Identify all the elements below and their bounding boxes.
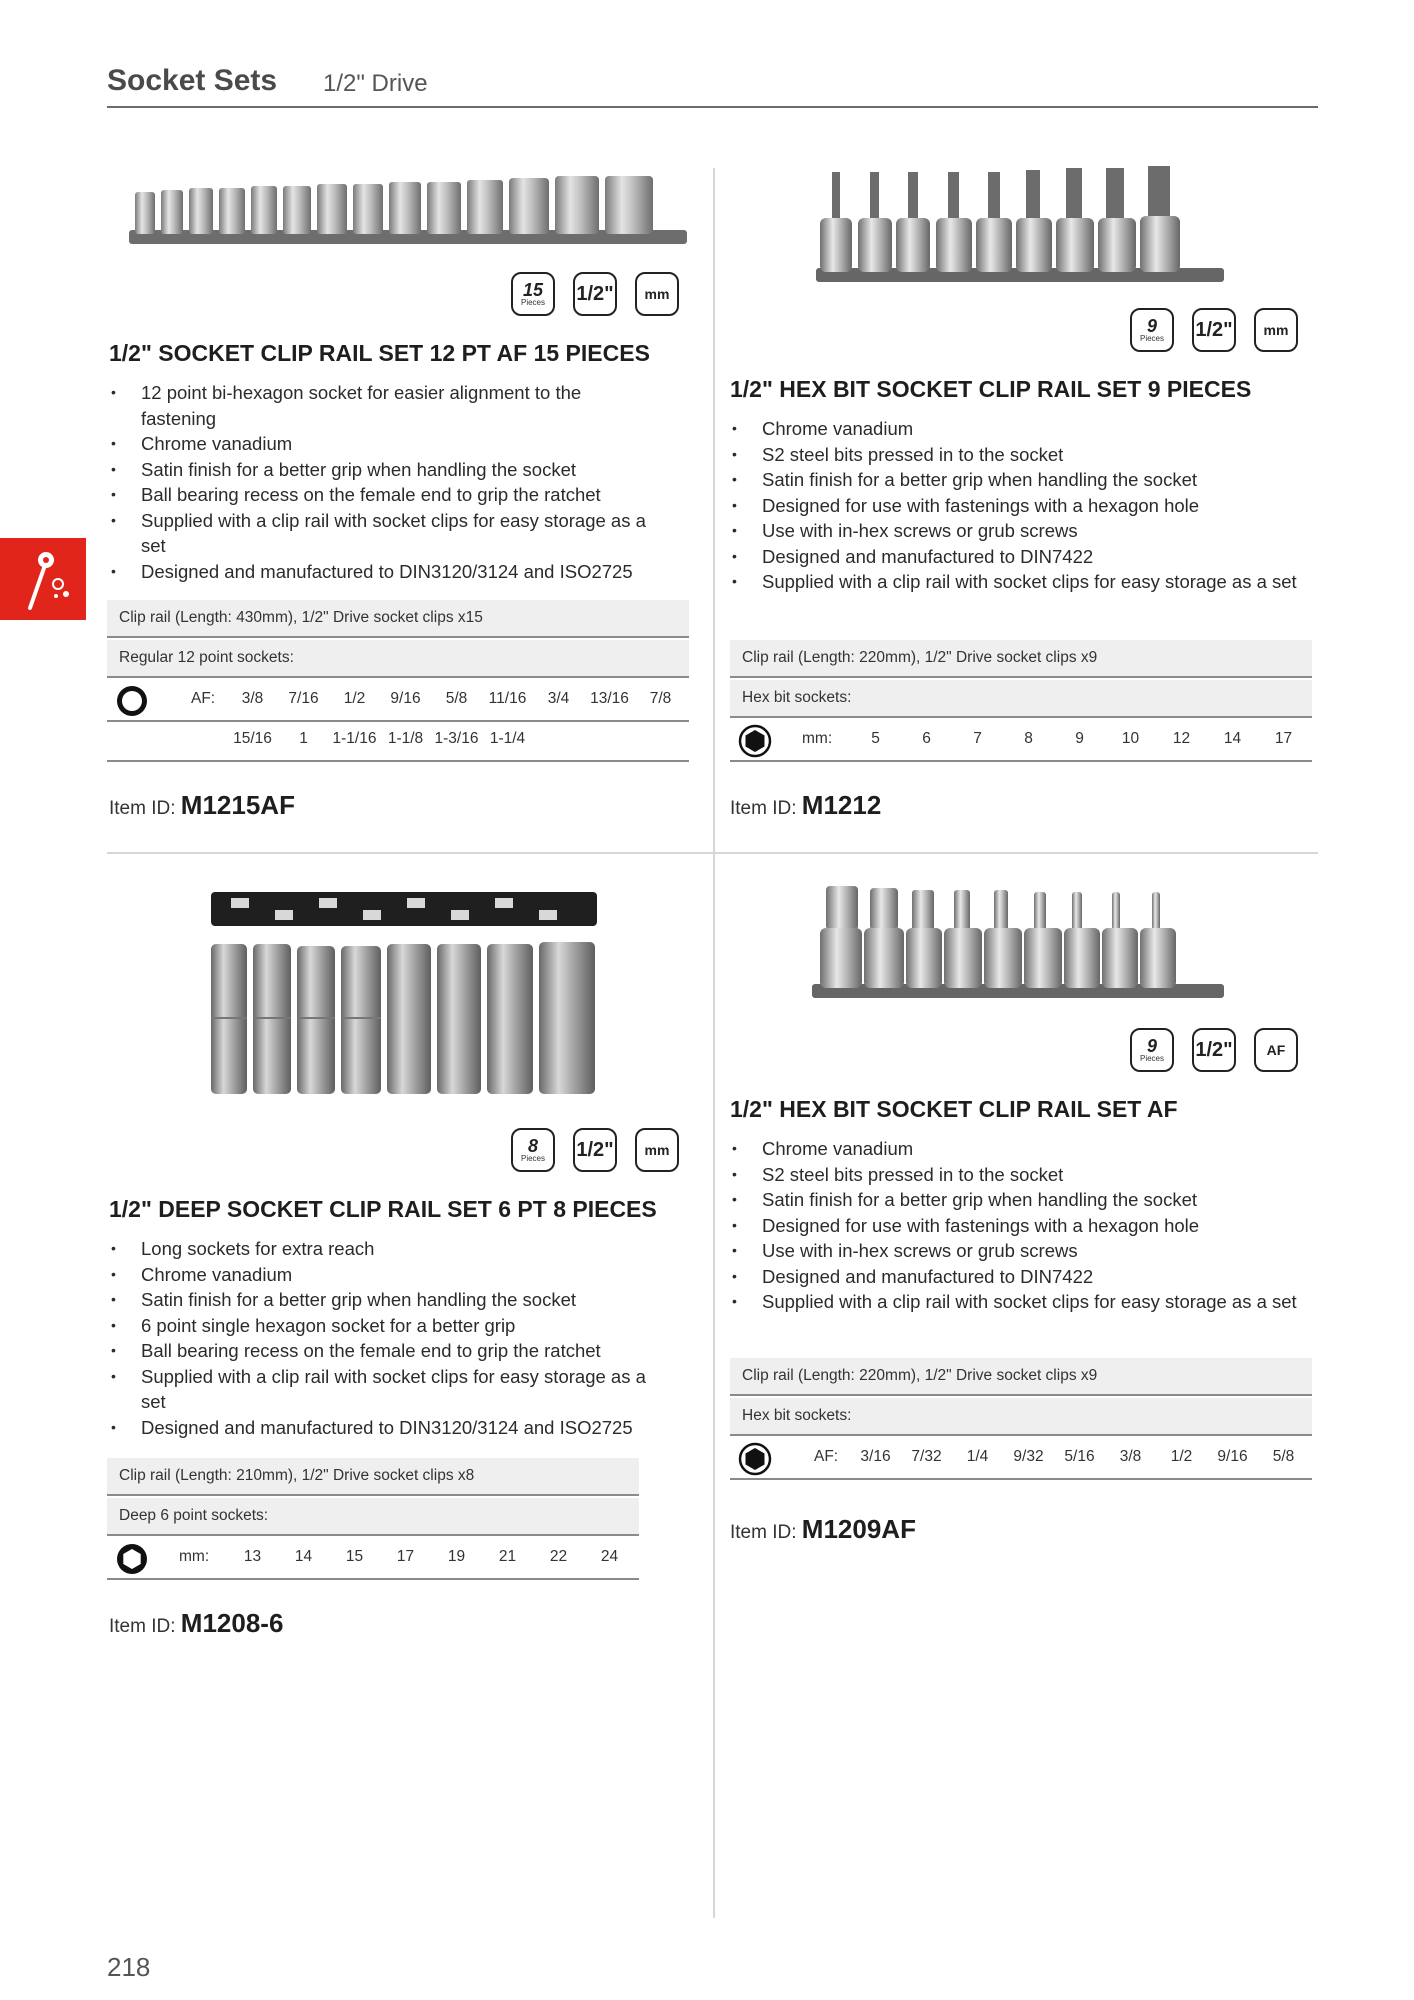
feature-item: • Chrome vanadium (107, 431, 689, 457)
drive-size: 1/2" (1195, 319, 1233, 341)
size-cell: 19 (447, 1548, 466, 1565)
size-cell: 5/8 (1272, 1448, 1295, 1465)
drive-badge (1192, 1028, 1236, 1072)
feature-item: • Use with in-hex screws or grub screws (728, 518, 1312, 544)
clip-rail-spec: Clip rail (Length: 220mm), 1/2" Drive socket clips x9 (730, 640, 1312, 678)
size-cell: 3/8 (241, 690, 264, 707)
feature-item: • Satin finish for a better grip when handling the socket (107, 457, 689, 483)
clip-rail-spec: Clip rail (Length: 220mm), 1/2" Drive socket clips x9 (730, 1358, 1312, 1396)
sizes-label: Regular 12 point sockets: (107, 640, 689, 678)
size-cell: 11/16 (488, 690, 527, 707)
size-cell: 5 (871, 730, 880, 747)
product-title: 1/2" SOCKET CLIP RAIL SET 12 PT AF 15 PIECES (109, 340, 650, 366)
product-card-m1215af (107, 150, 689, 830)
feature-item: • Satin finish for a better grip when handling the socket (728, 467, 1312, 493)
item-id (109, 1608, 283, 1639)
size-row-1 (107, 1548, 639, 1580)
size-cell: 1 (299, 730, 308, 747)
size-cell: 12 (1172, 730, 1191, 747)
pieces-badge (1130, 308, 1174, 352)
item-id-value: M1212 (801, 790, 882, 820)
sizes-label: Hex bit sockets: (730, 1398, 1312, 1436)
pieces-badge (1130, 1028, 1174, 1072)
pieces-label: Pieces (520, 1153, 545, 1163)
item-id-label: Item ID: (730, 1522, 797, 1543)
product-card-m1212 (730, 150, 1312, 830)
size-cell: 9/16 (1217, 1448, 1248, 1465)
feature-item: • Designed and manufactured to DIN7422 (728, 544, 1312, 570)
size-cell: 6 (922, 730, 931, 747)
unit-badge (1254, 308, 1298, 352)
feature-item: • S2 steel bits pressed in to the socket (728, 1162, 1312, 1188)
product-card-m1209af (730, 880, 1312, 1560)
item-id-label: Item ID: (730, 798, 797, 819)
size-cell: 7/32 (911, 1448, 942, 1465)
unit-badge (1254, 1028, 1298, 1072)
feature-item: • Designed for use with fastenings with a hexagon hole (728, 1213, 1312, 1239)
feature-item: • Supplied with a clip rail with socket clips for easy storage as a set (107, 508, 661, 559)
feature-item: • Chrome vanadium (728, 1136, 1312, 1162)
drive-badge (573, 1128, 617, 1172)
feature-item: • S2 steel bits pressed in to the socket (728, 442, 1312, 468)
size-cell: 1-1/16 (332, 730, 377, 747)
sizes-label: Deep 6 point sockets: (107, 1498, 639, 1536)
pieces-label: Pieces (520, 297, 545, 307)
product-title: 1/2" DEEP SOCKET CLIP RAIL SET 6 PT 8 PIECES (109, 1196, 657, 1222)
size-cell: 15/16 (233, 730, 272, 747)
item-id-value: M1209AF (801, 1514, 916, 1544)
product-card-m1208-6 (107, 880, 689, 1640)
item-id-label: Item ID: (109, 1616, 176, 1637)
feature-list (107, 1236, 689, 1440)
size-row-1 (107, 690, 689, 722)
ratchet-icon (0, 538, 86, 620)
unit-badge (635, 1128, 679, 1172)
size-cell: 10 (1121, 730, 1140, 747)
size-cell: 7/8 (649, 690, 672, 707)
drive-badge (1192, 308, 1236, 352)
size-cell: 21 (498, 1548, 517, 1565)
badge-group (1130, 308, 1298, 352)
feature-item: • Ball bearing recess on the female end to grip the ratchet (107, 1338, 689, 1364)
feature-item: • Long sockets for extra reach (107, 1236, 689, 1262)
size-unit-label: mm: (802, 730, 833, 747)
pieces-badge (511, 1128, 555, 1172)
column-divider (713, 168, 715, 1918)
size-cell: 13/16 (590, 690, 629, 707)
product-photo (806, 886, 1230, 1006)
feature-item: • Designed for use with fastenings with a hexagon hole (728, 493, 1312, 519)
size-cell: 13 (243, 1548, 262, 1565)
item-id (730, 1514, 916, 1545)
product-title: 1/2" HEX BIT SOCKET CLIP RAIL SET 9 PIECES (730, 376, 1252, 402)
feature-item: • Supplied with a clip rail with socket clips for easy storage as a set (728, 1289, 1302, 1315)
feature-item: • Satin finish for a better grip when handling the socket (728, 1187, 1312, 1213)
badge-group (511, 1128, 679, 1172)
item-id-value: M1215AF (180, 790, 295, 820)
feature-item: • 6 point single hexagon socket for a better grip (107, 1313, 689, 1339)
size-cell: 15 (345, 1548, 364, 1565)
product-photo (207, 888, 603, 1098)
unit-label: mm (644, 1142, 670, 1158)
size-cell: 17 (1274, 730, 1293, 747)
size-cell: 1/4 (966, 1448, 989, 1465)
drive-size: 1/2" (576, 283, 614, 305)
feature-item: • Supplied with a clip rail with socket clips for easy storage as a set (107, 1364, 661, 1415)
size-row-1 (730, 730, 1312, 762)
feature-item: • Supplied with a clip rail with socket clips for easy storage as a set (728, 569, 1302, 595)
size-unit-label: AF: (814, 1448, 839, 1465)
feature-item: • Chrome vanadium (107, 1262, 689, 1288)
size-cell: 8 (1024, 730, 1033, 747)
size-cell: 1-1/4 (489, 730, 526, 747)
feature-list (728, 416, 1312, 595)
feature-item: • Satin finish for a better grip when handling the socket (107, 1287, 689, 1313)
clip-rail-spec: Clip rail (Length: 210mm), 1/2" Drive socket clips x8 (107, 1458, 639, 1496)
drive-badge (573, 272, 617, 316)
feature-item: • Use with in-hex screws or grub screws (728, 1238, 1312, 1264)
page-number: 218 (107, 1952, 151, 1982)
size-unit-label: mm: (179, 1548, 210, 1565)
item-id (109, 790, 295, 821)
feature-item: • Designed and manufactured to DIN7422 (728, 1264, 1312, 1290)
badge-group (511, 272, 679, 316)
pieces-count: 9 (1146, 1035, 1157, 1056)
pieces-badge (511, 272, 555, 316)
pieces-label: Pieces (1139, 333, 1164, 343)
size-cell: 1/2 (1170, 1448, 1193, 1465)
pieces-count: 9 (1146, 315, 1157, 336)
size-cell: 9/32 (1013, 1448, 1044, 1465)
size-row-2 (107, 730, 689, 762)
size-cell: 14 (294, 1548, 313, 1565)
product-photo (810, 164, 1230, 292)
feature-item: • Chrome vanadium (728, 416, 1312, 442)
product-photo (125, 164, 691, 254)
header-rule (107, 106, 1318, 108)
size-cell: 22 (549, 1548, 568, 1565)
size-cell: 1-1/8 (387, 730, 424, 747)
size-cell: 5/8 (445, 690, 468, 707)
size-row-1 (730, 1448, 1312, 1480)
size-cell: 3/4 (547, 690, 570, 707)
feature-list (728, 1136, 1312, 1315)
size-cell: 1/2 (343, 690, 366, 707)
section-tab[interactable] (0, 538, 86, 620)
size-cell: 1-3/16 (434, 730, 479, 747)
sizes-label: Hex bit sockets: (730, 680, 1312, 718)
feature-item: • 12 point bi-hexagon socket for easier alignment to the fastening (107, 380, 631, 431)
feature-item: • Ball bearing recess on the female end to grip the ratchet (107, 482, 689, 508)
item-id (730, 790, 881, 821)
product-title: 1/2" HEX BIT SOCKET CLIP RAIL SET AF (730, 1096, 1178, 1122)
size-cell: 7/16 (288, 690, 319, 707)
drive-size: 1/2" (576, 1139, 614, 1161)
feature-item: • Designed and manufactured to DIN3120/3124 and ISO2725 (107, 559, 689, 585)
size-cell: 9 (1075, 730, 1084, 747)
size-cell: 5/16 (1064, 1448, 1095, 1465)
pieces-count: 8 (527, 1135, 538, 1156)
pieces-count: 15 (522, 279, 544, 300)
item-id-label: Item ID: (109, 798, 176, 819)
pieces-label: Pieces (1139, 1053, 1164, 1063)
size-cell: 3/16 (860, 1448, 891, 1465)
drive-size: 1/2" (1195, 1039, 1233, 1061)
unit-badge (635, 272, 679, 316)
size-unit-label: AF: (191, 690, 216, 707)
page-subtitle: 1/2" Drive (323, 70, 428, 97)
size-cell: 14 (1223, 730, 1242, 747)
size-cell: 7 (973, 730, 982, 747)
item-id-value: M1208-6 (180, 1608, 284, 1638)
unit-label: mm (1263, 322, 1289, 338)
unit-label: mm (644, 286, 670, 302)
page-title: Socket Sets (107, 64, 278, 97)
feature-item: • Designed and manufactured to DIN3120/3124 and ISO2725 (107, 1415, 689, 1441)
unit-label: AF (1266, 1042, 1286, 1058)
size-cell: 17 (396, 1548, 415, 1565)
badge-group (1130, 1028, 1298, 1072)
feature-list (107, 380, 689, 584)
size-cell: 9/16 (390, 690, 421, 707)
row-divider (107, 852, 1318, 854)
clip-rail-spec: Clip rail (Length: 430mm), 1/2" Drive socket clips x15 (107, 600, 689, 638)
size-cell: 24 (600, 1548, 619, 1565)
size-cell: 3/8 (1119, 1448, 1142, 1465)
